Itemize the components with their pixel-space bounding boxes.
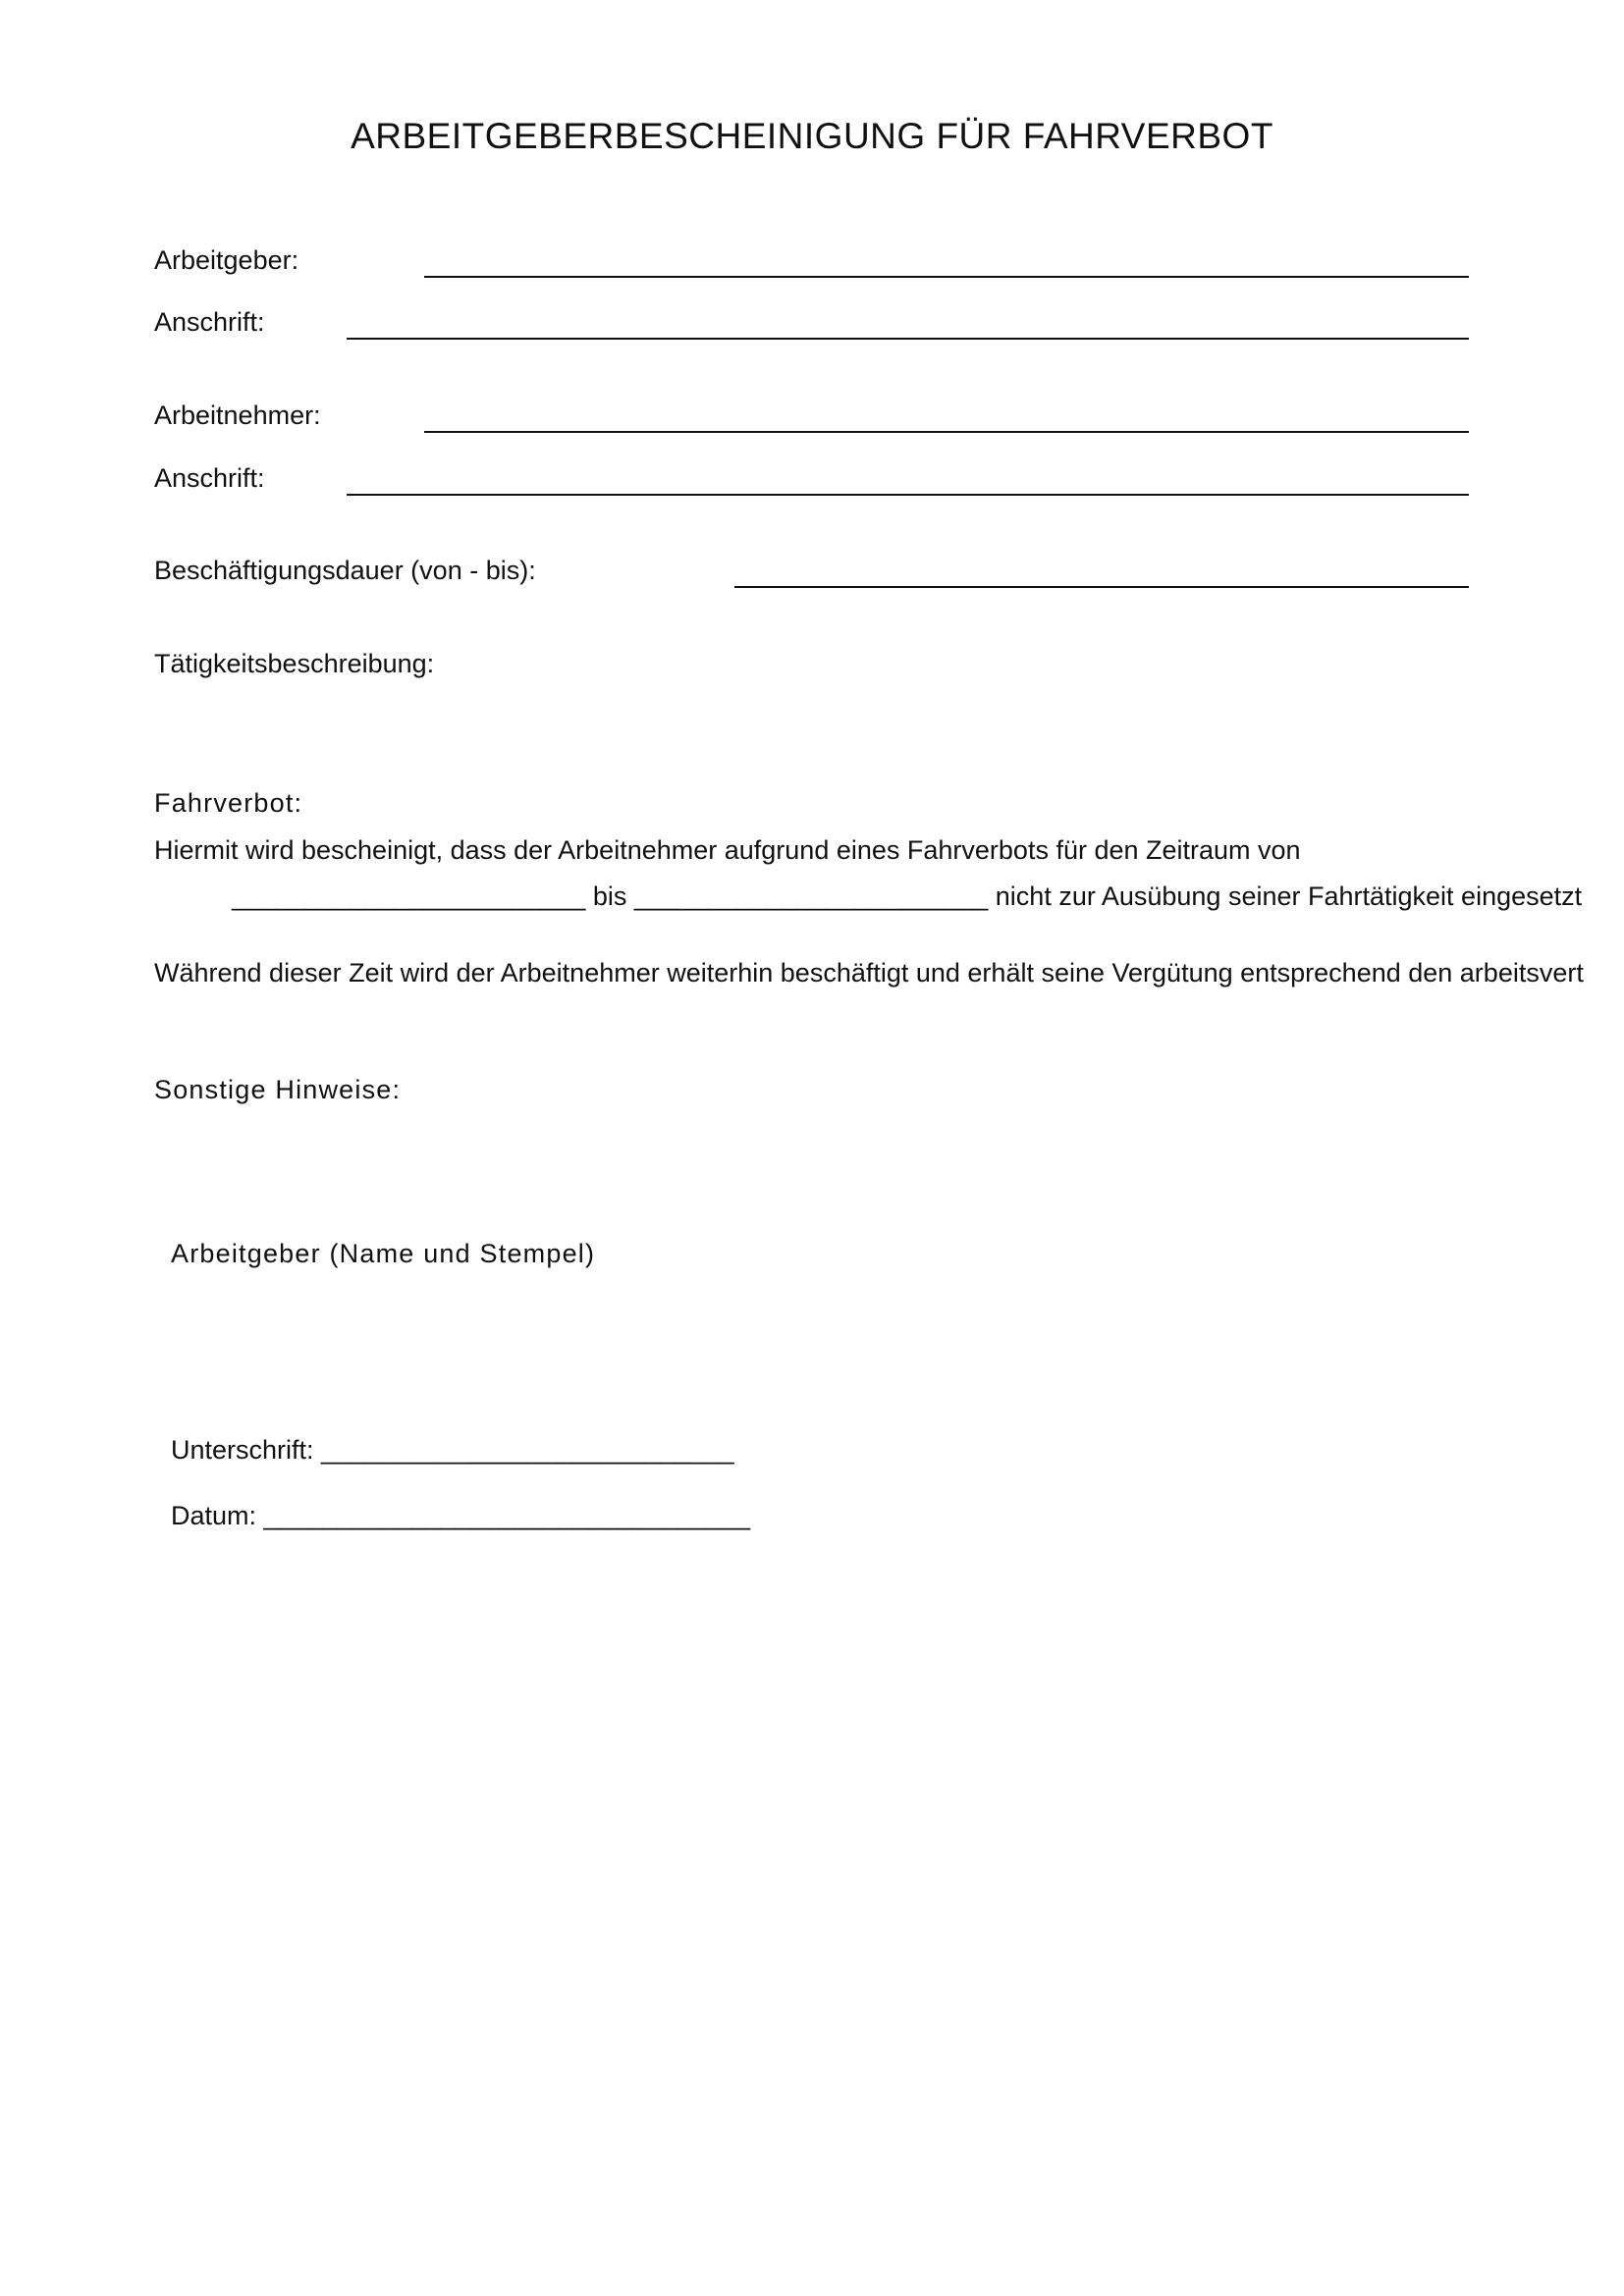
- employee-address-label: Anschrift:: [154, 463, 265, 493]
- driving-ban-text-line2: ________________________ bis ________________________ nicht zur Ausübung seiner Fahrtätigkeit eingesetzt: [232, 881, 1583, 911]
- job-description-label: Tätigkeitsbeschreibung:: [154, 649, 435, 678]
- employee-address-input-line[interactable]: [347, 494, 1469, 496]
- date-line[interactable]: Datum: _________________________________: [171, 1501, 751, 1530]
- signature-line[interactable]: Unterschrift: ____________________________: [171, 1435, 734, 1465]
- employee-label: Arbeitnehmer:: [154, 400, 321, 430]
- employer-input-line[interactable]: [424, 276, 1469, 278]
- employment-period-label: Beschäftigungsdauer (von - bis):: [154, 556, 536, 585]
- document-title: ARBEITGEBERBESCHEINIGUNG FÜR FAHRVERBOT: [351, 116, 1273, 156]
- driving-ban-heading: Fahrverbot:: [154, 788, 303, 818]
- other-notes-heading: Sonstige Hinweise:: [154, 1075, 402, 1104]
- employer-address-input-line[interactable]: [347, 338, 1469, 340]
- driving-ban-text-line3: Während dieser Zeit wird der Arbeitnehmer weiterhin beschäftigt und erhält seine Vergütung entsprechend den arbeitsvert: [154, 958, 1584, 988]
- driving-ban-text-line1: Hiermit wird bescheinigt, dass der Arbeitnehmer aufgrund eines Fahrverbots für den Zeitraum von: [154, 835, 1301, 865]
- employer-address-label: Anschrift:: [154, 307, 265, 337]
- employee-input-line[interactable]: [424, 431, 1469, 433]
- employer-name-stamp-label: Arbeitgeber (Name und Stempel): [171, 1239, 596, 1268]
- employer-label: Arbeitgeber:: [154, 245, 299, 275]
- employment-period-input-line[interactable]: [734, 586, 1469, 588]
